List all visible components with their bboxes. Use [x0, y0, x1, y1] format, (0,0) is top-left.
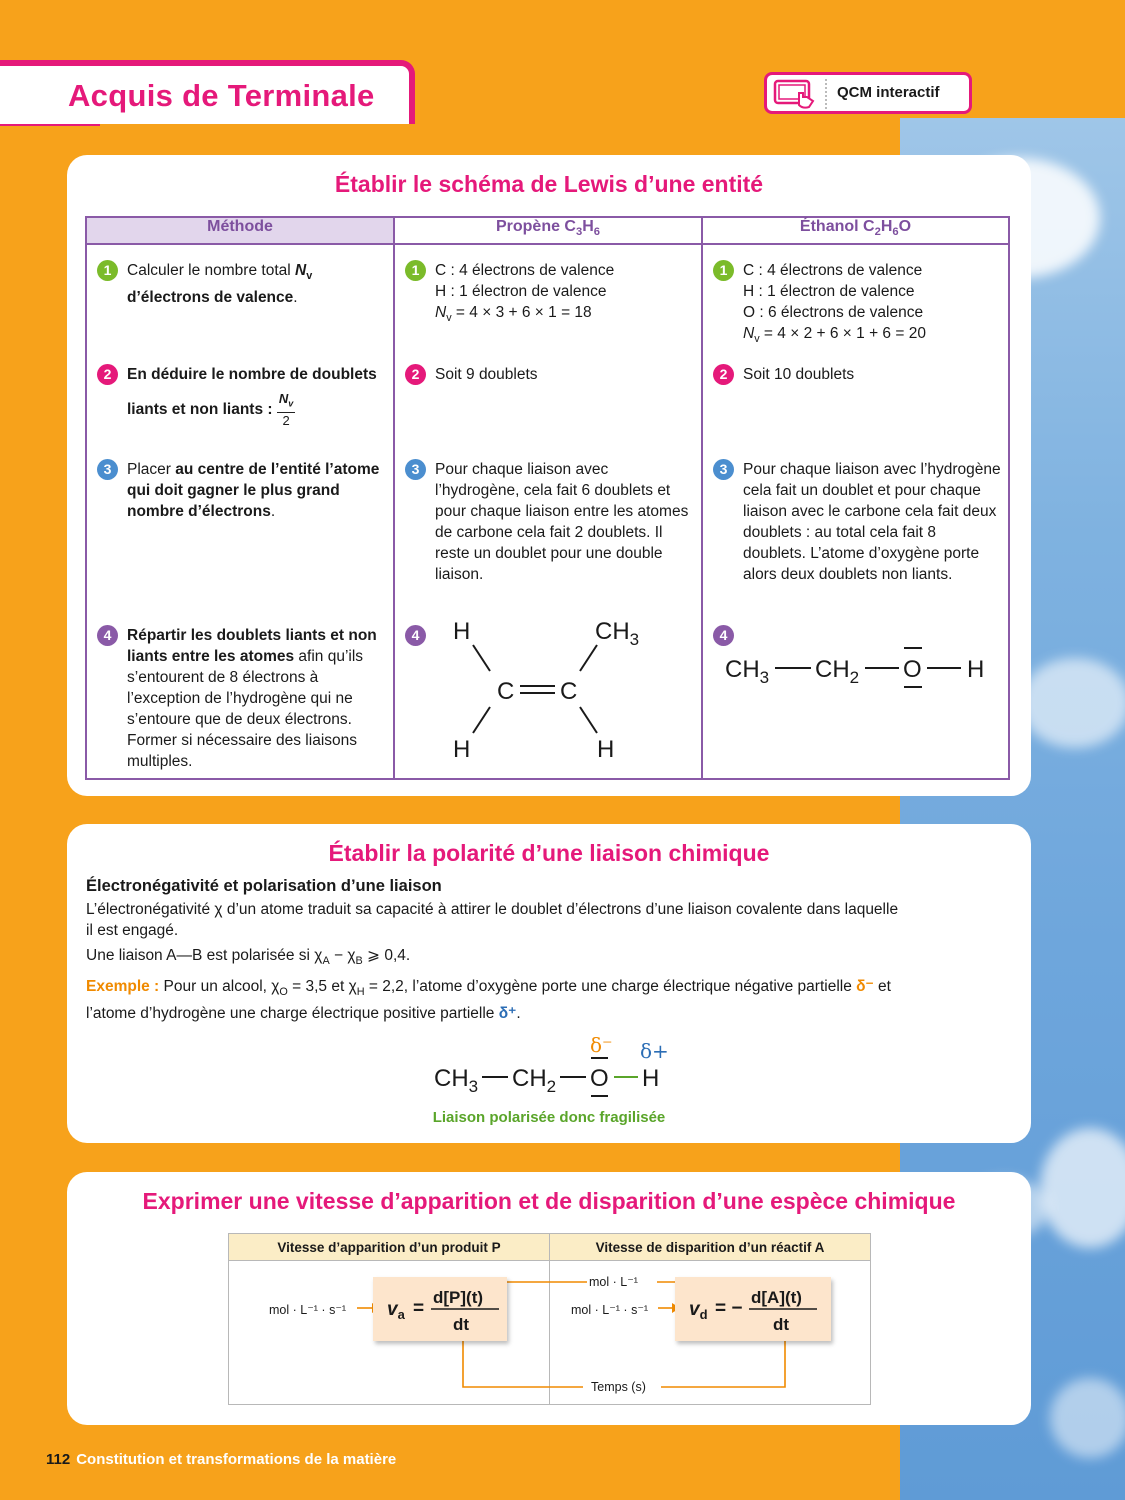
footer-chapter: Constitution et transformations de la matière: [76, 1451, 397, 1468]
svg-text:O: O: [903, 656, 922, 683]
propene-step-2: 2 Soit 9 doublets: [405, 364, 695, 385]
step-number: 4: [97, 625, 118, 646]
svg-text:O: O: [590, 1065, 609, 1092]
polarity-text: [86, 876, 906, 1024]
page-number: 112: [46, 1451, 71, 1468]
svg-text:va: $v_a$: [387, 1299, 405, 1322]
vitesse-table: [228, 1233, 871, 1405]
vitesse-head-disparition: Vitesse de disparition d’un réactif A: [550, 1234, 870, 1261]
col-methode: Méthode: [86, 217, 394, 244]
ethanol-lewis-structure: [723, 635, 1013, 705]
formula-apparition: [373, 1277, 507, 1341]
formula-disparition: [675, 1277, 831, 1341]
lewis-title: Établir le schéma de Lewis d’une entité: [334, 171, 764, 197]
page-title: Acquis de Terminale: [68, 78, 375, 113]
polarity-paragraph-2: Une liaison A—B est polarisée si $\chi_A - \chi_B$ ⩾ 0,4.: [86, 947, 411, 968]
svg-text:=: =: [413, 1298, 425, 1319]
polarity-paragraph-1: L’électronégativité χ d’un atome traduit sa capacité à attirer le doublet d’électrons d’une liaison covalente dans laquelle il est engagé.: [86, 901, 899, 939]
step-number: 3: [97, 459, 118, 480]
ethanol-polarity-structure: [432, 1030, 712, 1100]
ethanol-step-1: 1 C : 4 électrons de valence H : 1 électron de valence O : 6 électrons de valence $N_v = 4 \times 2 + 6 \times 1 + 6 = 20$: [713, 260, 1002, 350]
col-ethanol: Éthanol $C_2H_6O$: [702, 217, 1009, 244]
svg-text:H: H: [453, 618, 471, 645]
propene-step-1: 1 C : 4 électrons de valence H : 1 électron de valence $N_v = 4 \times 3 + 6 \times 1 = 18$: [405, 260, 695, 329]
delta-plus: δ+: [640, 1039, 669, 1063]
propene-column: 1 C : 4 électrons de valence H : 1 électron de valence $N_v = 4 \times 3 + 6 \times 1 = 18$ 2 Soit 9 doublets 3 Pour chaque liaison avec l’hydrogène, cela fait 6 doublets et pour chaque liaison entre les atomes de carbone cela fait 2 doublets. Il reste un doublet pour une double liaison. 4 H $CH_3$ C C H H: [395, 245, 701, 778]
unit-speed-left: mol · L⁻¹ · s⁻¹: [269, 1303, 347, 1317]
svg-text:H: H: [597, 736, 615, 763]
svg-text:H: H: [967, 656, 985, 683]
delta-minus: δ⁻: [590, 1033, 613, 1057]
vitesse-card: [67, 1172, 1031, 1425]
svg-text:C: C: [560, 678, 578, 705]
svg-text:CH2: $CH_2$: [512, 1065, 557, 1096]
svg-text:vd: $v_d$: [689, 1299, 708, 1322]
methode-column: [87, 245, 393, 778]
vitesse-head-apparition: Vitesse d’apparition d’un produit P: [229, 1234, 549, 1261]
svg-text:d[P](t): d[P](t): [433, 1288, 484, 1307]
svg-text:CH2: $CH_2$: [815, 656, 860, 687]
svg-text:CH3: $CH_3$: [595, 618, 640, 649]
methode-step-4: 4 Répartir les doublets liants et non liants entre les atomes afin qu’ils s’entourent de 8 électrons à l’exception de l’hydrogène qui ne s’entoure que de deux électrons. Former si nécessaire des liaisons multiples.: [97, 625, 387, 772]
fraction: $\frac{N_v}{2}$: [278, 391, 294, 428]
methode-step-1: 1 Calculer le nombre total $N_v$ d’électrons de valence.: [97, 260, 387, 308]
svg-text:d[A](t): d[A](t): [751, 1288, 802, 1307]
vitesse-title: Exprimer une vitesse d’apparition et de disparition d’une espèce chimique: [142, 1188, 956, 1214]
unit-speed-right: mol · L⁻¹ · s⁻¹: [571, 1303, 649, 1317]
step-number: 2: [97, 364, 118, 385]
lewis-table: [85, 216, 1010, 780]
touchscreen-icon: [773, 79, 817, 109]
svg-text:CH3: $CH_3$: [725, 656, 770, 687]
svg-text:dt: dt: [453, 1315, 470, 1334]
methode-step-2: 2 En déduire le nombre de doublets liants et non liants : $\frac{N_v}{2}$: [97, 364, 387, 429]
propene-step-3: 3 Pour chaque liaison avec l’hydrogène, cela fait 6 doublets et pour chaque liaison entre les atomes de carbone cela fait 2 doublets. Il reste un doublet pour une double liaison.: [405, 459, 695, 585]
page-footer: [46, 1451, 396, 1468]
ethanol-step-2: 2 Soit 10 doublets: [713, 364, 1002, 385]
svg-text:= −: = −: [715, 1298, 743, 1319]
svg-text:C: C: [497, 678, 515, 705]
unit-time: Temps (s): [591, 1380, 646, 1394]
qcm-button[interactable]: [764, 72, 972, 114]
ethanol-column: 1 C : 4 électrons de valence H : 1 électron de valence O : 6 électrons de valence $N_v = 4 \times 2 + 6 \times 1 + 6 = 20$ 2 Soit 10 doublets 3 Pour chaque liaison avec l’hydrogène cela fait un doublet et pour chaque liaison avec le carbone cela fait deux doublets : au total cela fait 8 doublets. L’atome d’oxygène porte alors deux doublets non liants. 4 $CH_3$ $CH_2$ O H: [703, 245, 1008, 778]
unit-concentration: mol · L⁻¹: [589, 1275, 638, 1289]
col-propene: Propène $C_3H_6$: [394, 217, 702, 244]
ethanol-step-3: 3 Pour chaque liaison avec l’hydrogène cela fait un doublet et pour chaque liaison avec le carbone cela fait deux doublets : au total cela fait 8 doublets. L’atome d’oxygène porte alors deux doublets non liants.: [713, 459, 1002, 585]
step-number: 1: [97, 260, 118, 281]
lewis-card: [67, 155, 1031, 796]
svg-text:H: H: [453, 736, 471, 763]
svg-text:CH3: $CH_3$: [434, 1065, 479, 1096]
propene-lewis-structure: [445, 615, 695, 765]
section-header: [0, 60, 415, 124]
polarity-subtitle: Électronégativité et polarisation d’une liaison: [86, 877, 442, 895]
qcm-label: QCM interactif: [837, 84, 940, 101]
polarity-card: [67, 824, 1031, 1143]
polarity-example: Exemple : Pour un alcool, $\chi_O = 3,5$ et $\chi_H = 2,2$, l’atome d’oxygène porte une charge électrique négative partielle δ⁻ et l’atome d’hydrogène une charge électrique positive partielle δ⁺.: [86, 978, 891, 1023]
svg-text:H: H: [642, 1065, 660, 1092]
svg-text:dt: dt: [773, 1315, 790, 1334]
polarity-title: Établir la polarité d’une liaison chimique: [328, 840, 770, 866]
polarity-caption: Liaison polarisée donc fragilisée: [432, 1109, 666, 1126]
methode-step-3: 3 Placer au centre de l’entité l’atome qui doit gagner le plus grand nombre d’électrons.: [97, 459, 387, 522]
